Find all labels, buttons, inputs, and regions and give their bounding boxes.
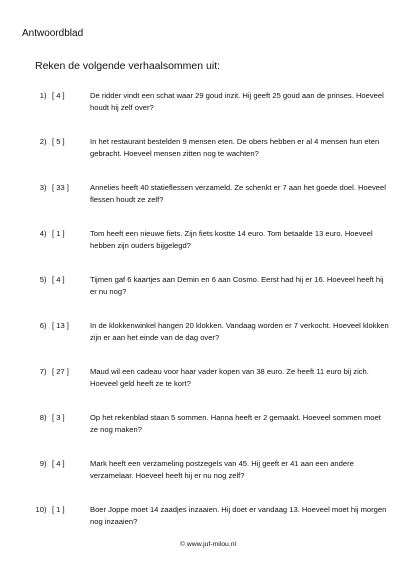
question-number: 9 [39, 459, 44, 468]
question-answer: [ 1 ] [52, 505, 65, 514]
question-number-paren: ) [44, 229, 47, 238]
question-answer: [ 1 ] [52, 229, 65, 238]
question-answer: [ 4 ] [52, 275, 65, 284]
question-1 [0, 90, 416, 136]
question-number-paren: ) [44, 367, 47, 376]
question-number-paren: ) [44, 413, 47, 422]
page-title: Reken de volgende verhaalsommen uit: [35, 60, 221, 72]
question-number: 8 [39, 413, 44, 422]
question-7 [0, 366, 416, 412]
question-text: Tom heeft een nieuwe fiets. Zijn fiets kostte 14 euro. Tom betaalde 13 euro. Hoeveel hebben zijn ouders bijgelegd? [90, 229, 373, 250]
question-text: Mark heeft een verzameling postzegels van 45. Hij geeft er 41 aan een andere verzamelaar. Hoeveel heeft hij er nu nog zelf? [90, 459, 354, 480]
question-number-paren: ) [44, 275, 47, 284]
question-number-paren: ) [44, 321, 47, 330]
question-text: Annelies heeft 40 statieflessen verzameld. Ze schenkt er 7 aan het goede doel. Hoeveel flessen houdt ze zelf? [90, 183, 386, 204]
question-answer: [ 13 ] [52, 321, 69, 330]
question-text: Op het rekenblad staan 5 sommen. Hanna heeft er 2 gemaakt. Hoeveel sommen moet ze nog maken? [90, 413, 381, 434]
question-answer: [ 27 ] [52, 367, 69, 376]
question-number: 3 [39, 183, 44, 192]
question-text: In de klokkenwinkel hangen 20 klokken. Vandaag worden er 7 verkocht. Hoeveel klokken zijn er aan het einde van de dag over? [90, 321, 389, 342]
question-4 [0, 228, 416, 274]
question-number: 6 [39, 321, 44, 330]
question-answer: [ 5 ] [52, 137, 65, 146]
question-text: Maud wil een cadeau voor haar vader kopen van 38 euro. Ze heeft 11 euro bij zich. Hoeveel geld heeft ze te kort? [90, 367, 369, 388]
question-9 [0, 458, 416, 504]
question-2 [0, 136, 416, 182]
question-text: Tijmen gaf 6 kaartjes aan Demin en 6 aan Cosmo. Eerst had hij er 16. Hoeveel heeft hij er nu nog? [90, 275, 384, 296]
question-answer: [ 4 ] [52, 91, 65, 100]
question-answer: [ 3 ] [52, 413, 65, 422]
question-number: 1 [39, 91, 44, 100]
question-number: 10 [35, 505, 44, 514]
question-6 [0, 320, 416, 366]
question-text: In het restaurant bestelden 9 mensen eten. De obers hebben er al 4 mensen hun eten gebracht. Hoeveel mensen zitten nog te wachten? [90, 137, 380, 158]
question-number-paren: ) [44, 459, 47, 468]
question-number: 7 [39, 367, 44, 376]
question-5 [0, 274, 416, 320]
question-number-paren: ) [44, 91, 47, 100]
question-number: 4 [39, 229, 44, 238]
question-answer: [ 33 ] [52, 183, 69, 192]
question-number: 2 [39, 137, 44, 146]
question-number-paren: ) [44, 137, 47, 146]
question-number-paren: ) [44, 505, 47, 514]
question-text: De ridder vindt een schat waar 29 goud inzit. Hij geeft 25 goud aan de prinses. Hoeveel houdt hij zelf over? [90, 91, 384, 112]
question-list [0, 90, 416, 550]
question-number-paren: ) [44, 183, 47, 192]
question-answer: [ 4 ] [52, 459, 65, 468]
question-3 [0, 182, 416, 228]
question-8 [0, 412, 416, 458]
page-header: Antwoordblad [22, 28, 84, 39]
question-text: Boer Joppe moet 14 zaadjes inzaaien. Hij doet er vandaag 13. Hoeveel moet hij morgen nog inzaaien? [90, 505, 387, 526]
footer-credit: © www.juf-milou.nl [180, 541, 236, 548]
question-number: 5 [39, 275, 44, 284]
